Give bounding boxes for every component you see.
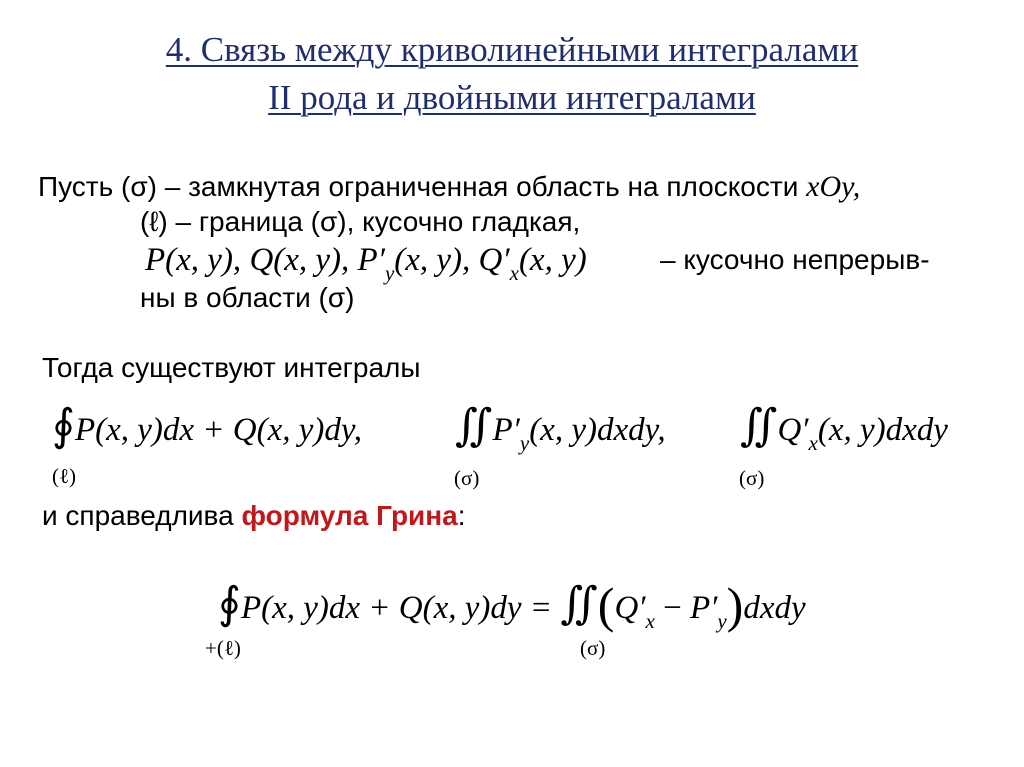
contour-integral-icon: ∮ xyxy=(52,400,75,451)
plane-label: xOy, xyxy=(806,170,861,203)
green-sentence-post: : xyxy=(457,500,466,531)
double-integral-icon: ∬ xyxy=(455,400,493,451)
green-formula-name: формула Грина xyxy=(241,500,458,531)
green-rhs-limit: (σ) xyxy=(580,636,606,660)
integral-2-body: (x, y)dxdy, xyxy=(529,412,666,448)
integral-1-body: P(x, y)dx + Q(x, y)dy, xyxy=(74,412,362,448)
intro-line1 xyxy=(38,170,860,204)
integral-line-2 xyxy=(455,400,666,455)
minus-sign: − xyxy=(663,590,682,626)
green-formula xyxy=(218,572,806,633)
func-Q: Q(x, y), xyxy=(249,242,350,278)
double-integral-icon: ∬ xyxy=(740,400,778,451)
green-sentence-pre: и справедлива xyxy=(42,500,242,531)
green-lhs: P(x, y)dx + Q(x, y)dy = xyxy=(240,590,553,626)
left-paren: ( xyxy=(597,577,615,633)
integral-1-limit: (ℓ) xyxy=(52,464,77,488)
green-sentence xyxy=(42,500,466,532)
green-tail: dxdy xyxy=(743,590,806,626)
then-text: Тогда существуют интегралы xyxy=(42,352,421,383)
func-Py-args: (x, y), xyxy=(394,242,471,278)
integral-3-body: (x, y)dxdy xyxy=(817,412,948,448)
functions-line xyxy=(145,242,587,285)
integral-3-limit: (σ) xyxy=(739,466,765,490)
func-Qx-sub: x xyxy=(509,261,519,285)
func-Qx-args: (x, y) xyxy=(518,242,587,278)
right-paren: ) xyxy=(726,577,744,633)
slide-title-line1: 4. Связь между криволинейными интегралами xyxy=(165,30,859,69)
integral-line-1 xyxy=(52,400,362,451)
integral-line-3 xyxy=(740,400,948,455)
func-Py-base: P′ xyxy=(357,242,385,278)
integral-2-base: P′ xyxy=(492,412,520,448)
double-integral-icon: ∬ xyxy=(560,578,598,629)
func-Qx xyxy=(478,242,587,285)
slide-title-line2: II рода и двойными интегралами xyxy=(268,78,756,117)
func-Qx-base: Q′ xyxy=(478,242,510,278)
green-q-base: Q′ xyxy=(614,590,646,626)
intro-line4: ны в области (σ) xyxy=(140,282,355,313)
func-P: P(x, y), xyxy=(145,242,242,278)
integral-2-sub: y xyxy=(519,431,530,455)
contour-integral-icon: ∮ xyxy=(218,578,241,629)
green-lhs-limit: +(ℓ) xyxy=(205,636,241,660)
intro-line2: (ℓ) – граница (σ), кусочно гладкая, xyxy=(140,206,581,237)
integral-3-base: Q′ xyxy=(777,412,809,448)
green-p-base: P′ xyxy=(689,590,718,626)
func-Py-sub: y xyxy=(384,261,395,285)
intro-line1-text: Пусть (σ) – замкнутая ограниченная область на плоскости xyxy=(38,171,799,202)
green-p-sub: y xyxy=(717,609,727,633)
integral-3-sub: x xyxy=(808,431,818,455)
func-Py xyxy=(357,242,471,285)
green-q-sub: x xyxy=(645,609,655,633)
continuity-tail: – кусочно непрерыв- xyxy=(660,244,930,275)
integral-2-limit: (σ) xyxy=(454,466,480,490)
